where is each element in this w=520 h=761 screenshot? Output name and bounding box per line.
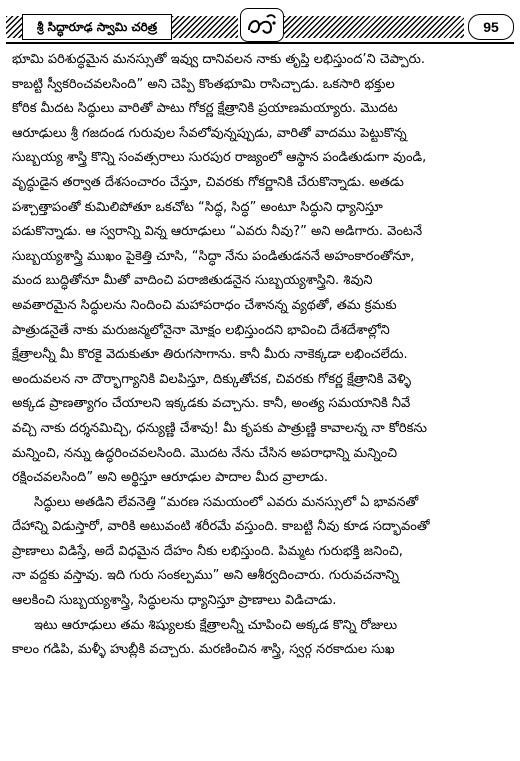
text-line: ఆరూఢులు శ్రీ గజదండ గురువుల సేవలోవున్నప్పుడు, వారితో వాదము పెట్టుకొన్న bbox=[12, 125, 407, 141]
om-emblem-icon bbox=[240, 8, 284, 42]
text-line: వచ్చి నాకు దర్శనమిచ్చి, ధన్యుణ్ణి చేశావు! మీ కృపకు పాత్రుణ్ణి కావాలన్న నా కోరికను bbox=[12, 420, 428, 436]
text-line: సుబ్బయ్య శాస్త్రి కొన్ని సంవత్సరాలు సురపుర రాజ్యంలో ఆస్థాన పండితుడుగా వుండి, bbox=[12, 150, 427, 166]
text-line: మంద బుద్ధితోనూ మీతో వాదించి పరాజితుడనైన సుబ్బయ్యశాస్త్రిని. శివుని bbox=[12, 273, 373, 289]
paragraph-start-line: సిద్ధులు అతడిని లేవనెత్తి “మరణ సమయంలో ఎవరు మనస్సులో ఏ భావనతో bbox=[34, 494, 419, 510]
text-line: భూమి పరిశుద్ధమైన మనస్సుతో ఇవ్వు దానివలన నాకు తృప్తి లభిస్తుంద’ని చెప్పారు. bbox=[12, 52, 425, 67]
text-line: దేహాన్ని విడుస్తారో, వారికి అటువంటి శరీరమే వస్తుంది. కాబట్టి నీవు కూడ సద్భావంతో bbox=[12, 519, 430, 535]
text-line: నా వద్దకు వస్తావు. ఇది గురు సంకల్పము” అని ఆశీర్వదించారు. గురువచనాన్ని bbox=[12, 568, 399, 584]
text-line: అక్కడ ప్రాణత్యాగం చేయాలని ఇక్కడకు వచ్చాను. కానీ, అంత్య సమయానికి నీవే bbox=[12, 396, 411, 412]
text-line: కాలం గడిపి, మళ్ళీ హుబ్లీకి వచ్చారు. మరణించిన శాస్త్రి, స్వర్గ నరకాదుల సుఖ bbox=[12, 642, 395, 658]
text-line: సుబ్బయ్యశాస్త్రి ముఖం పైకెత్తి చూసి, “సిద్ధా నేను పండితుడననే అహంకారంతోనూ, bbox=[12, 248, 415, 264]
page-number: 95 bbox=[468, 14, 514, 40]
text-line: కాబట్టి స్వీకరించవలసింది” అని చెప్పి కొంతభూమి రాసిచ్చాడు. ఒకసారి భక్తుల bbox=[12, 76, 395, 92]
text-line: ఆలకించి సుబ్బయ్యశాస్త్రి, సిద్ధులను ధ్యానిస్తూ ప్రాణాలు విడిచాడు. bbox=[12, 593, 337, 609]
paragraph-start-line: ఇటు ఆరూఢులు తమ శిష్యులకు క్షేత్రాలన్నీ చూపించి అక్కడ కొన్ని రోజులు bbox=[34, 617, 398, 633]
header-hatch-middle bbox=[172, 16, 238, 38]
text-line: రక్షించవలసింది” అని అర్థిస్తూ ఆరూఢుల పాదాల మీద వ్రాలాడు. bbox=[12, 470, 328, 486]
text-line: కోరిక మీదట సిద్ధులు వారితో పాటు గోకర్ణ క్షేత్రానికి ప్రయాణమయ్యారు. మొదట bbox=[12, 101, 398, 117]
text-line: అందువలన నా దౌర్భాగ్యానికి విలపిస్తూ, దిక్కుతోచక, చివరకు గోకర్ణ క్షేత్రానికి వెళ్ళి bbox=[12, 371, 412, 387]
header-hatch-left bbox=[6, 16, 22, 38]
body-text bbox=[12, 48, 510, 663]
text-line: అవతారమైన సిద్ధులను నిందించి మహాపరాధం చేశానన్న వ్యథతో, తమ క్రమకు bbox=[12, 297, 397, 313]
text-line: ప్రాణాలు విడిస్తే, అదే విధమైన దేహం నీకు లభిస్తుంది. పిమ్మట గురుభక్తి జనించి, bbox=[12, 543, 403, 559]
text-line: వృద్ధుడైన తర్వాత దేశసంచారం చేస్తూ, చివరకు గోకర్ణానికి చేరుకొన్నాడు. అతడు bbox=[12, 174, 404, 190]
running-title: శ్రీ సిద్ధారూఢ స్వామి చరిత్ర bbox=[22, 14, 172, 40]
text-line: పాత్రుడనైతే నాకు మరుజన్మలోనైనా మోక్షం లభిస్తుందని భావించి దేశదేశాల్లోని bbox=[12, 322, 390, 338]
text-line: క్షేత్రాలన్నీ మీ కొరకై వెదుకుతూ తిరుగసాగాను. కానీ మీరు నాకెక్కడా లభించలేదు. bbox=[12, 347, 408, 363]
text-line: పడుకొన్నాడు. ఆ స్వరాన్ని విన్న ఆరూఢులు “ఎవరు నీవు?” అని అడిగారు. వెంటనే bbox=[12, 224, 423, 240]
text-line: మన్నించి, నన్ను ఉద్ధరించవలసింది. మొదట నేను చేసిన అపరాధాన్ని మన్నించి bbox=[12, 445, 398, 461]
page-header bbox=[6, 6, 514, 44]
text-line: పశ్చాత్తాపంతో కుమిలిపోతూ ఒకచోట “సిద్ధ, సిద్ధ” అంటూ సిద్ధుని ధ్యానిస్తూ bbox=[12, 199, 383, 215]
header-hatch-right bbox=[284, 16, 464, 38]
